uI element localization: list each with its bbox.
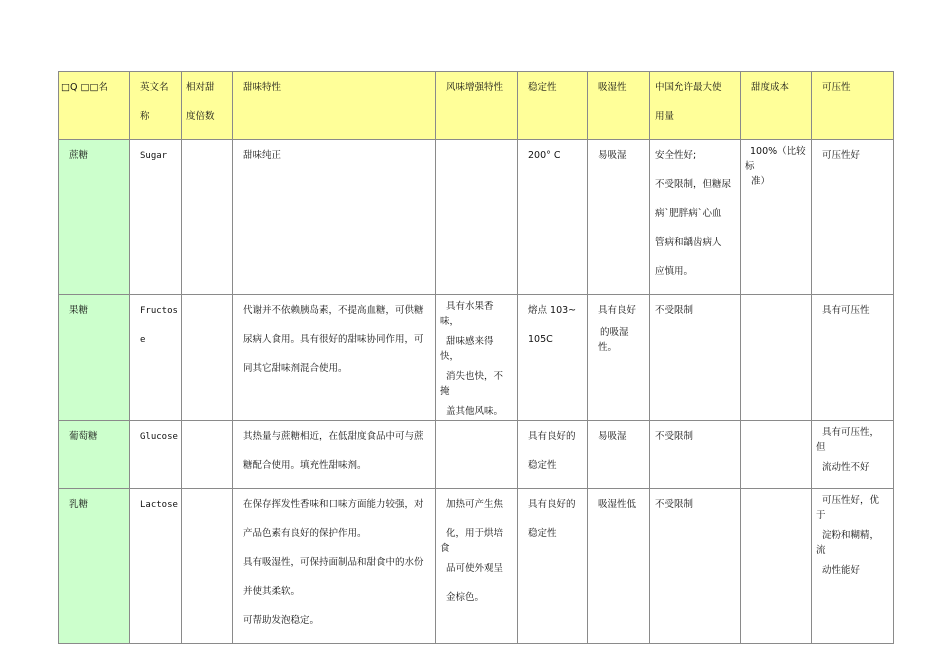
table-row [59,295,894,421]
row-taste-cell [233,295,436,421]
row-flavor-line: 味， [440,316,460,327]
row-compress-line: 流 [816,545,826,556]
row-compress-cell [812,489,894,644]
row-stability-line: 熔点 103~ [528,305,577,316]
row-cost-line: 准） [751,176,771,187]
table-row [59,489,894,644]
row-flavor-line: 掩 [440,386,450,397]
row-china-max-line: 管病和龋齿病人 [655,237,722,248]
row-compress-cell [812,140,894,295]
row-taste-line: 同其它甜味剂混合使用。 [243,363,348,374]
row-cost-line: 标 [745,161,755,172]
row-china-max-line: 病`肥胖病`心血 [655,208,722,219]
row-taste-line: 其热量与蔗糖相近，在低甜度食品中可与蔗 [243,431,424,442]
row-name: 乳糖 [69,499,89,510]
row-english-line: e [140,335,146,345]
header-china-max [650,72,741,140]
row-cost-cell [741,421,812,489]
row-name-cell [59,295,130,421]
row-compress-line: 淀粉和糊精， [822,530,880,541]
header-relative-line: 相对甜 [186,82,215,93]
row-relative-cell [182,295,233,421]
header-english-line: 称 [140,111,150,122]
row-cost-cell [741,295,812,421]
header-cost-text: 甜度成本 [751,82,790,93]
row-name: 蔗糖 [69,150,89,161]
row-taste-line: 并使其柔软。 [243,586,301,597]
row-flavor-line: 金棕色。 [446,592,485,603]
header-flavor-text: 风味增强特性 [446,82,504,93]
row-cost-line: 100%（比较 [750,146,806,157]
header-flavor [436,72,518,140]
row-english-cell [130,295,182,421]
header-name [59,72,130,140]
row-taste-line: 可帮助发泡稳定。 [243,615,320,626]
row-compress-line: 具有可压性 [822,305,870,316]
row-english-line: Fructos [140,306,178,316]
row-stability-line: 具有良好的 [528,499,576,510]
header-relative [182,72,233,140]
row-stability-line: 稳定性 [528,528,557,539]
header-english-line: 英文名 [140,82,169,93]
row-flavor-cell [436,421,518,489]
row-china-max-cell [650,295,741,421]
row-hygro-line: 吸湿性低 [598,499,637,510]
header-compress-text: 可压性 [822,82,851,93]
row-flavor-cell [436,295,518,421]
row-stability-cell [518,295,588,421]
header-compress [812,72,894,140]
row-stability-line: 具有良好的 [528,431,576,442]
row-taste-line: 糖配合使用。填充性甜味剂。 [243,460,367,471]
row-stability-cell [518,489,588,644]
row-hygro-cell [588,295,650,421]
row-china-max-line: 不受限制 [655,305,694,316]
row-hygro-line: 的吸湿 [600,327,629,338]
row-english-cell [130,421,182,489]
sweetener-table [58,71,894,644]
row-flavor-line: 盖其他风味。 [446,406,504,417]
row-name: 果糖 [69,305,89,316]
row-hygro-line: 易吸湿 [598,431,627,442]
header-cost [741,72,812,140]
header-row [59,72,894,140]
header-hygro-text: 吸湿性 [598,82,627,93]
row-stability-line: 稳定性 [528,460,557,471]
row-taste-cell [233,140,436,295]
row-flavor-cell [436,140,518,295]
row-name-cell [59,140,130,295]
row-hygro-cell [588,489,650,644]
row-stability-line: 105C [528,334,553,345]
row-stability-line: 200° C [528,150,561,161]
row-hygro-line: 性。 [598,342,618,353]
row-english-line: Glucose [140,432,178,442]
row-compress-cell [812,421,894,489]
row-compress-cell [812,295,894,421]
row-compress-line: 可压性好 [822,150,861,161]
row-taste-cell [233,421,436,489]
row-stability-cell [518,140,588,295]
row-flavor-line: 加热可产生焦 [446,499,504,510]
row-name: 葡萄糖 [69,431,98,442]
row-name-cell [59,489,130,644]
row-hygro-line: 具有良好 [598,305,637,316]
row-taste-cell [233,489,436,644]
row-china-max-cell [650,140,741,295]
row-flavor-line: 消失也快，不 [446,371,504,382]
header-hygro [588,72,650,140]
row-taste-line: 在保存挥发性香味和口味方面能力较强，对 [243,499,424,510]
row-english-line: Lactose [140,500,178,510]
row-taste-line: 甜味纯正 [243,150,282,161]
row-flavor-cell [436,489,518,644]
row-english-line: Sugar [140,151,168,161]
row-china-max-line: 不受限制 [655,431,694,442]
row-compress-line: 流动性不好 [822,462,870,473]
row-compress-line: 但 [816,442,826,453]
table-row [59,421,894,489]
header-china-max-line: 中国允许最大使 [655,82,722,93]
row-flavor-line: 化，用于烘培 [446,528,504,539]
row-compress-line: 具有可压性， [822,427,880,438]
row-english-cell [130,140,182,295]
header-taste-text: 甜味特性 [243,82,282,93]
row-taste-line: 尿病人食用。具有很好的甜味协同作用，可 [243,334,424,345]
row-relative-cell [182,140,233,295]
header-stability-text: 稳定性 [528,82,557,93]
row-cost-cell [741,140,812,295]
row-china-max-line: 不受限制 [655,499,694,510]
row-flavor-line: 食 [440,543,450,554]
header-english [130,72,182,140]
row-china-max-cell [650,489,741,644]
header-stability [518,72,588,140]
row-compress-line: 可压性好，优 [822,495,880,506]
header-name-text: □Q □□名 [61,82,108,93]
row-china-max-cell [650,421,741,489]
row-cost-cell [741,489,812,644]
row-stability-cell [518,421,588,489]
row-compress-line: 动性能好 [822,565,861,576]
row-hygro-cell [588,421,650,489]
row-flavor-line: 甜味感来得 [446,336,494,347]
row-taste-line: 具有吸湿性，可保持面制品和甜食中的水份 [243,557,424,568]
row-name-cell [59,421,130,489]
row-hygro-line: 易吸湿 [598,150,627,161]
table-row [59,140,894,295]
row-china-max-line: 应慎用。 [655,266,694,277]
row-china-max-line: 不受限制，但糖尿 [655,179,732,190]
row-compress-line: 于 [816,510,826,521]
row-taste-line: 产品色素有良好的保护作用。 [243,528,367,539]
row-relative-cell [182,421,233,489]
row-flavor-line: 品可使外观呈 [446,563,504,574]
row-hygro-cell [588,140,650,295]
header-china-max-line: 用量 [655,111,675,122]
row-relative-cell [182,489,233,644]
row-taste-line: 代谢并不依赖胰岛素，不提高血糖，可供糖 [243,305,424,316]
header-taste [233,72,436,140]
row-english-cell [130,489,182,644]
row-flavor-line: 具有水果香 [446,301,494,312]
header-relative-line: 度倍数 [186,111,215,122]
row-flavor-line: 快， [440,351,460,362]
row-china-max-line: 安全性好; [655,150,697,161]
